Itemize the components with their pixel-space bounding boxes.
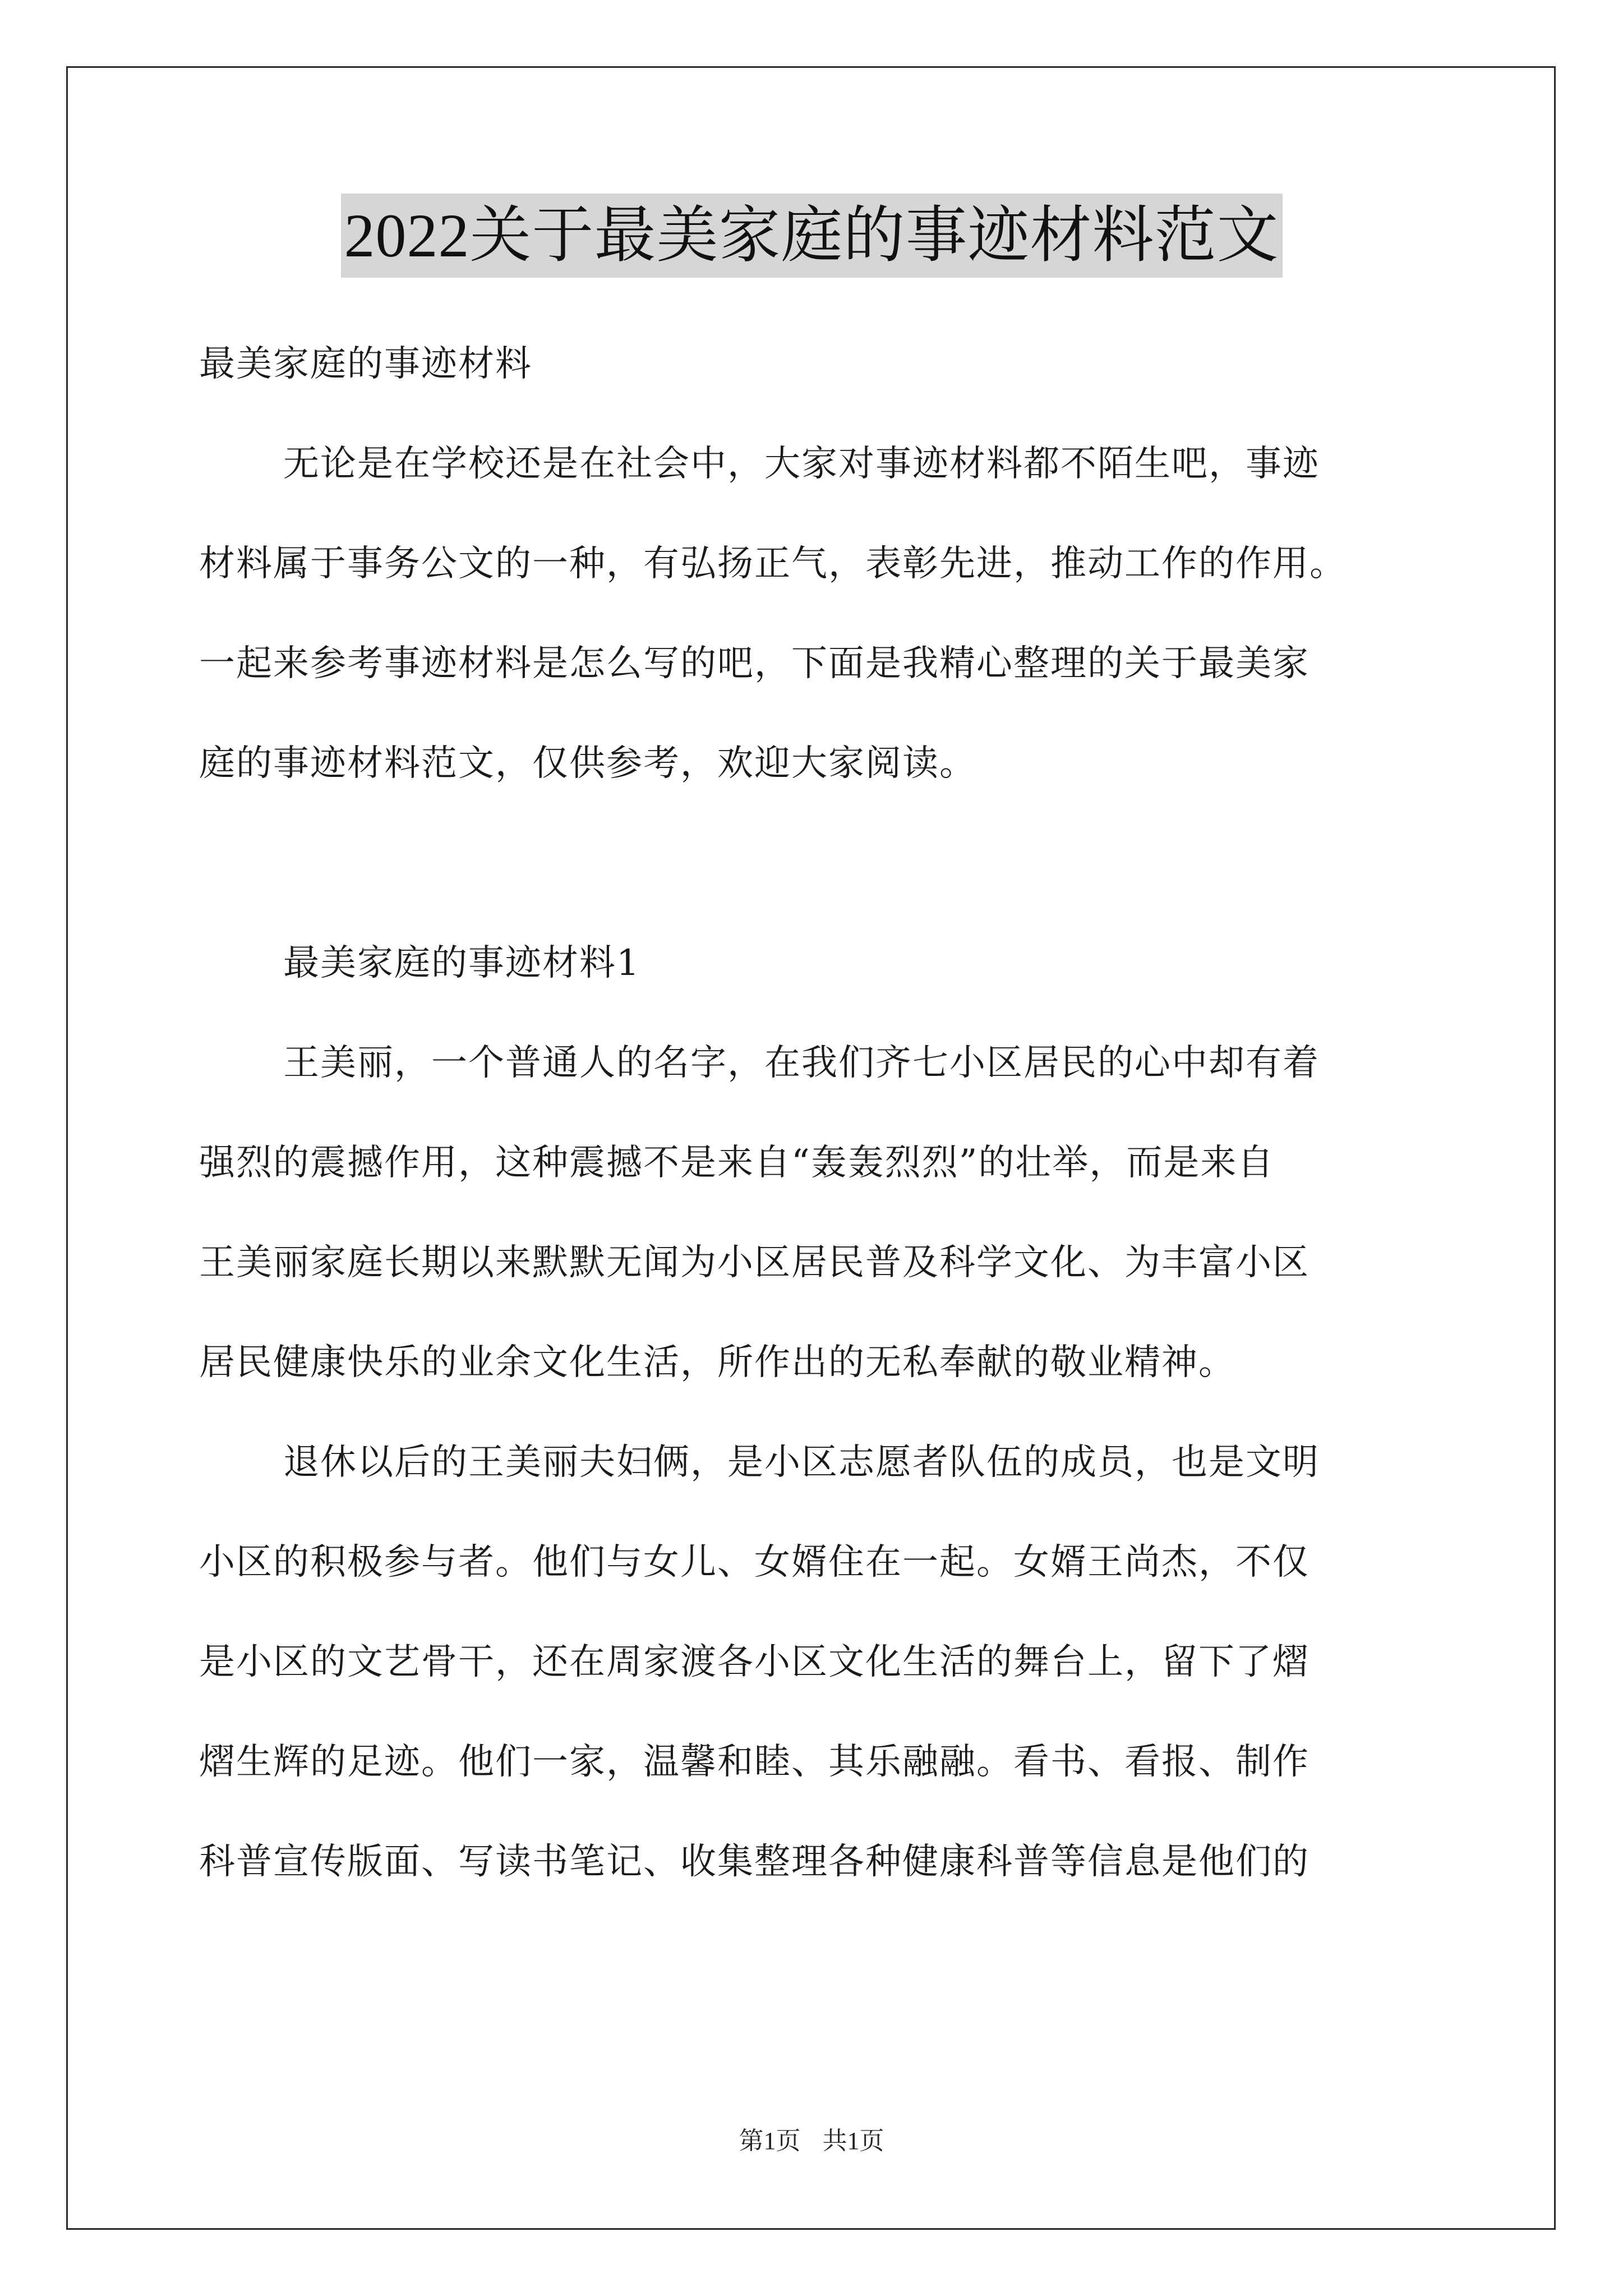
title-container bbox=[0, 194, 1623, 278]
paragraph-line: 强烈的震撼作用，这种震撼不是来自“轰轰烈烈”的壮举，而是来自 bbox=[199, 1142, 1275, 1184]
paragraph-line: 无论是在学校还是在社会中，大家对事迹材料都不陌生吧，事迹 bbox=[283, 443, 1320, 485]
paragraph-line: 材料属于事务公文的一种，有弘扬正气，表彰先进，推动工作的作用。 bbox=[199, 543, 1347, 585]
document-body bbox=[199, 314, 1438, 1912]
blank-line bbox=[199, 813, 1438, 913]
paragraph-line: 熠生辉的足迹。他们一家，温馨和睦、其乐融融。看书、看报、制作 bbox=[199, 1741, 1310, 1783]
paragraph-line: 是小区的文艺骨干，还在周家渡各小区文化生活的舞台上，留下了熠 bbox=[199, 1641, 1310, 1683]
paragraph-line: 庭的事迹材料范文，仅供参考，欢迎大家阅读。 bbox=[199, 743, 976, 784]
paragraph-line: 退休以后的王美丽夫妇俩，是小区志愿者队伍的成员，也是文明 bbox=[283, 1442, 1320, 1483]
paragraph-line: 居民健康快乐的业余文化生活，所作出的无私奉献的敬业精神。 bbox=[199, 1342, 1235, 1383]
paragraph-line: 科普宣传版面、写读书笔记、收集整理各种健康科普等信息是他们的 bbox=[199, 1841, 1310, 1883]
subsection-heading: 最美家庭的事迹材料1 bbox=[283, 942, 640, 984]
paragraph-line: 小区的积极参与者。他们与女儿、女婿住在一起。女婿王尚杰，不仅 bbox=[199, 1542, 1310, 1583]
page-total: 共1页 bbox=[822, 2127, 884, 2155]
paragraph-line: 一起来参考事迹材料是怎么写的吧，下面是我精心整理的关于最美家 bbox=[199, 643, 1310, 684]
section-heading: 最美家庭的事迹材料 bbox=[199, 343, 532, 385]
page-number: 第1页 bbox=[739, 2127, 801, 2155]
paragraph-line: 王美丽家庭长期以来默默无闻为小区居民普及科学文化、为丰富小区 bbox=[199, 1242, 1310, 1283]
document-title: 2022关于最美家庭的事迹材料范文 bbox=[341, 194, 1283, 278]
paragraph-line: 王美丽，一个普通人的名字，在我们齐七小区居民的心中却有着 bbox=[283, 1042, 1320, 1084]
page-footer bbox=[0, 2120, 1623, 2156]
